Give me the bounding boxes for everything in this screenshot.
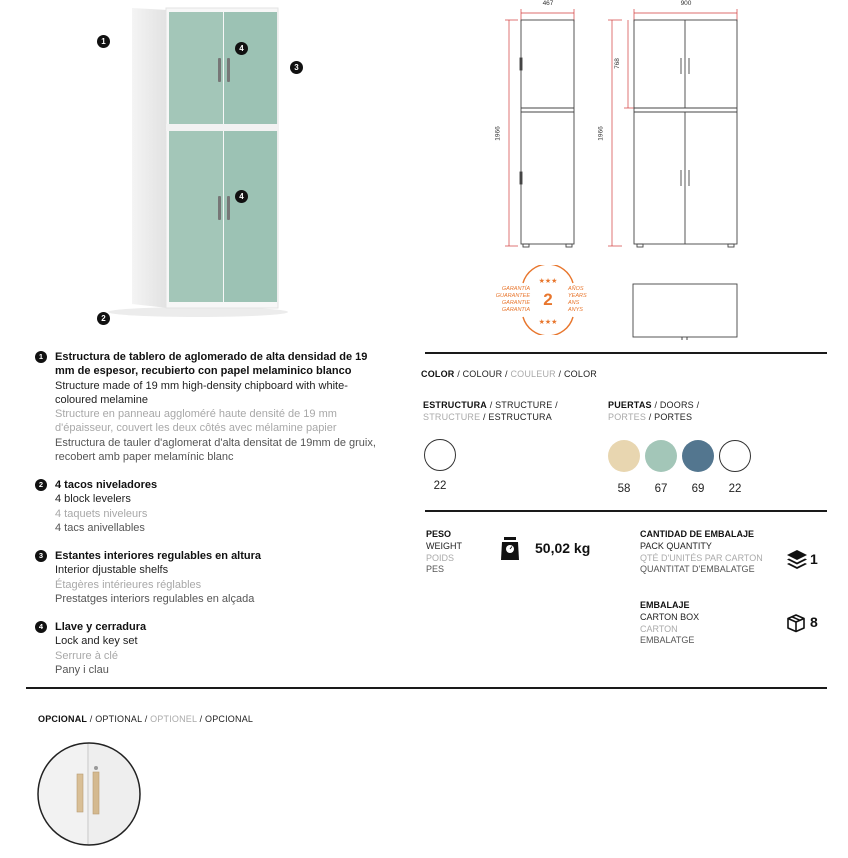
sep: / — [646, 412, 655, 422]
sep: / — [454, 369, 463, 379]
pack-quantity-label-es: CANTIDAD DE EMBALAJE — [640, 529, 755, 539]
optional-handle-image — [36, 738, 142, 850]
pack-quantity-value: 1 — [810, 551, 818, 567]
optional-heading-fr: OPTIONEL — [150, 714, 197, 724]
structure-code-22: 22 — [433, 480, 447, 492]
packaging-label-es: EMBALAJE — [640, 600, 690, 610]
feature-es: Estructura de tablero de aglomerado de alta densidad de 19 mm de espesor, recubierto con papel melaminico blanco — [55, 351, 368, 378]
guarantee-left-ca: GARANTIA — [501, 307, 530, 313]
feature-fr: Structure en panneau aggloméré haute densité de 19 mm d'épaisseur, couvert les deux côtés avec mélamine papier — [55, 408, 337, 435]
feature-fr: 4 taquets niveleurs — [55, 507, 148, 520]
door-swatch-67[interactable] — [645, 440, 677, 472]
packaging-value: 8 — [810, 614, 818, 630]
guarantee-number: 2 — [543, 290, 553, 309]
sep: / — [487, 400, 496, 410]
sep: / — [555, 369, 564, 379]
structure-heading-es: ESTRUCTURA — [423, 400, 487, 410]
door-swatch-58[interactable] — [608, 440, 640, 472]
sep: / — [196, 714, 205, 724]
box-icon — [785, 612, 807, 634]
guarantee-right-es: AÑOS — [568, 286, 584, 292]
technical-drawing — [490, 0, 750, 260]
feature-ca: Pany i clau — [55, 663, 109, 676]
product-illustration — [90, 0, 320, 340]
door-swatch-22[interactable] — [719, 440, 751, 472]
feature-item-3 — [35, 549, 380, 606]
feature-es: 4 tacos niveladores — [55, 479, 158, 491]
marker-4-lower: 4 — [235, 190, 248, 203]
sep: / — [552, 400, 558, 410]
doors-heading-es: PUERTAS — [608, 400, 652, 410]
color-heading-ca: COLOR — [563, 369, 597, 379]
weight-label-es: PESO — [426, 529, 452, 539]
side-height-label: 1966 — [494, 126, 502, 141]
guarantee-right-fr: ANS — [568, 300, 580, 306]
door-code-67: 67 — [654, 483, 668, 495]
packaging-label-ca: EMBALATGE — [640, 635, 695, 646]
optional-heading-ca: OPCIONAL — [205, 714, 254, 724]
front-height-label: 1966 — [597, 126, 605, 141]
guarantee-left — [488, 286, 530, 314]
feature-number-4: 4 — [35, 621, 47, 633]
packaging-labels — [640, 600, 699, 647]
sep: / — [480, 412, 489, 422]
doors-heading-ca: PORTES — [654, 412, 693, 422]
doors-heading-en: DOORS — [659, 400, 694, 410]
guarantee-left-en: GUARANTEE — [495, 293, 530, 299]
door-swatch-69[interactable] — [682, 440, 714, 472]
marker-3: 3 — [290, 61, 303, 74]
upper-height-label: 768 — [613, 58, 621, 69]
feature-en: Lock and key set — [55, 635, 138, 648]
feature-ca: Estructura de tauler d'aglomerat d'alta densitat de 19mm de gruix, recobert amb paper melamínic blanc — [55, 436, 376, 464]
packaging-label-fr: CARTON — [640, 623, 678, 634]
feature-en: 4 block levelers — [55, 493, 131, 506]
feature-fr: Étagères intérieures réglables — [55, 578, 202, 591]
structure-heading-fr: STRUCTURE — [423, 412, 481, 422]
color-heading-es: COLOR — [421, 369, 455, 379]
feature-ca: Prestatges interiors regulables en alçada — [55, 592, 255, 605]
structure-heading-ca: ESTRUCTURA — [488, 412, 552, 422]
guarantee-left-es: GARANTÍA — [501, 286, 530, 292]
structure-heading — [423, 399, 558, 423]
guarantee-right-en: YEARS — [568, 293, 587, 299]
door-code-58: 58 — [617, 483, 631, 495]
sep: / — [693, 400, 700, 410]
weight-value: 50,02 kg — [535, 540, 591, 556]
color-heading — [421, 369, 597, 379]
optional-heading — [38, 714, 253, 724]
feature-item-4 — [35, 620, 380, 677]
divider-middle — [425, 510, 827, 512]
pack-quantity-label-en: PACK QUANTITY — [640, 540, 712, 551]
pack-quantity-labels — [640, 529, 763, 576]
weight-label-fr: POIDS — [426, 552, 455, 563]
weight-label-ca: PES — [426, 564, 445, 575]
pack-quantity-label-ca: QUANTITAT D'EMBALATGE — [640, 564, 755, 575]
cabinet-render — [90, 0, 320, 340]
scale-icon — [499, 537, 521, 561]
marker-2: 2 — [97, 312, 110, 325]
sep: / — [87, 714, 96, 724]
sep: / — [651, 400, 660, 410]
layers-icon — [786, 549, 808, 571]
feature-number-3: 3 — [35, 550, 47, 562]
weight-labels — [426, 529, 462, 576]
doors-heading-fr: PORTES — [608, 412, 647, 422]
door-code-22: 22 — [728, 483, 742, 495]
marker-4-upper: 4 — [235, 42, 248, 55]
structure-heading-en: STRUCTURE — [495, 400, 553, 410]
feature-number-2: 2 — [35, 479, 47, 491]
optional-heading-en: OPTIONAL — [95, 714, 142, 724]
door-code-69: 69 — [691, 483, 705, 495]
pack-quantity-label-fr: QTÉ D'UNITÉS PAR CARTON — [640, 552, 763, 563]
guarantee-right — [568, 286, 608, 314]
plan-view — [632, 283, 740, 341]
feature-ca: 4 tacs anivellables — [55, 521, 145, 534]
feature-fr: Serrure à clé — [55, 649, 118, 662]
divider-top — [425, 352, 827, 354]
sep: / — [502, 369, 511, 379]
color-heading-fr: COULEUR — [510, 369, 556, 379]
svg-text:★★★: ★★★ — [538, 278, 558, 285]
marker-1: 1 — [97, 35, 110, 48]
svg-text:★★★: ★★★ — [538, 319, 558, 326]
divider-bottom — [26, 687, 827, 689]
guarantee-right-ca: ANYS — [568, 307, 583, 313]
guarantee-seal — [488, 265, 608, 335]
weight-label-en: WEIGHT — [426, 540, 462, 551]
feature-en: Interior djustable shelfs — [55, 564, 169, 577]
color-heading-en: COLOUR — [462, 369, 503, 379]
optional-heading-es: OPCIONAL — [38, 714, 88, 724]
sep: / — [142, 714, 151, 724]
guarantee-left-fr: GARANTIE — [501, 300, 530, 306]
structure-swatch-22[interactable] — [424, 439, 456, 471]
packaging-label-en: CARTON BOX — [640, 611, 700, 622]
feature-es: Llave y cerradura — [55, 621, 147, 633]
feature-en: Structure made of 19 mm high-density chipboard with white-coloured melamine — [55, 379, 348, 406]
feature-item-1 — [35, 350, 380, 464]
side-width-label: 467 — [542, 0, 554, 7]
feature-es: Estantes interiores regulables en altura — [55, 550, 262, 562]
doors-heading — [608, 399, 699, 423]
front-width-label: 900 — [680, 0, 692, 7]
feature-item-2 — [35, 478, 380, 535]
feature-number-1: 1 — [35, 351, 47, 363]
